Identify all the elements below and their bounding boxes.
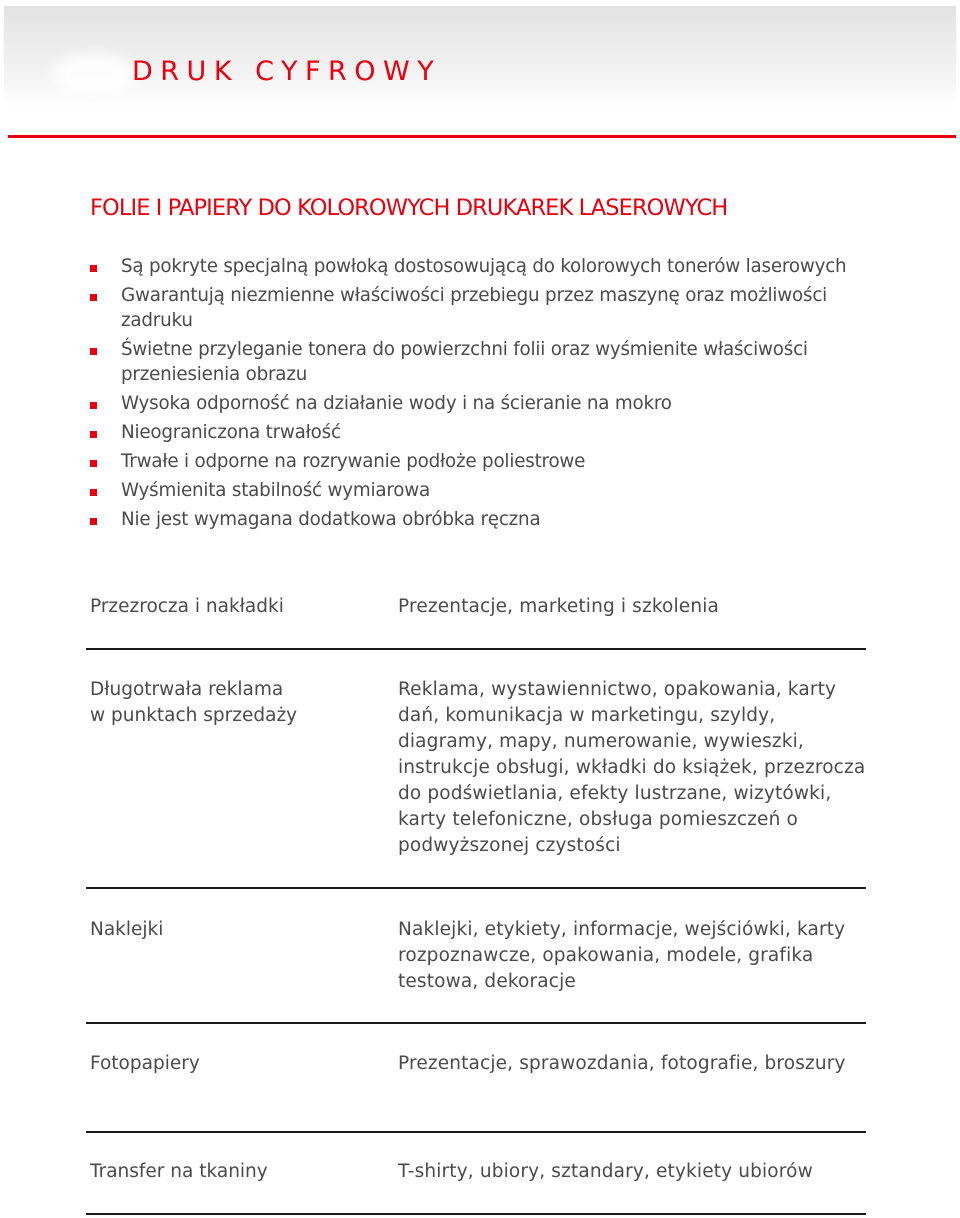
feature-text: Nie jest wymagana dodatkowa obróbka ręczna [121, 509, 541, 530]
product-name: Naklejki [90, 919, 164, 940]
product-uses: Prezentacje, sprawozdania, fotografie, broszury [398, 1053, 846, 1074]
feature-text: Są pokryte specjalną powłoką dostosowującą do kolorowych tonerów laserowych [121, 256, 847, 277]
bullet-square-icon [90, 265, 97, 272]
header-divider [8, 135, 956, 138]
feature-item [90, 420, 850, 445]
feature-text: Wyśmienita stabilność wymiarowa [121, 480, 431, 501]
product-uses: T-shirty, ubiory, sztandary, etykiety ubiorów [398, 1161, 813, 1182]
header-logo-glow [52, 54, 136, 96]
bullet-square-icon [90, 294, 97, 301]
feature-item [90, 283, 850, 333]
header-title: DRUK CYFROWY [132, 56, 442, 87]
product-name: Fotopapiery [90, 1053, 200, 1074]
product-uses: Naklejki, etykiety, informacje, wejściówki, karty rozpoznawcze, opakowania, modele, grafika testowa, dekoracje [398, 919, 846, 992]
bullet-square-icon [90, 518, 97, 525]
section-title: FOLIE I PAPIERY DO KOLOROWYCH DRUKAREK LASEROWYCH [90, 195, 728, 221]
bullet-square-icon [90, 348, 97, 355]
bullet-square-icon [90, 402, 97, 409]
product-uses: Prezentacje, marketing i szkolenia [398, 596, 719, 617]
bullet-square-icon [90, 431, 97, 438]
feature-item [90, 391, 850, 416]
feature-item [90, 507, 850, 532]
feature-text: Gwarantują niezmienne właściwości przebiegu przez maszynę oraz możliwości zadruku [121, 285, 828, 331]
feature-item [90, 449, 850, 474]
product-name: Przezrocza i nakładki [90, 596, 284, 617]
table-divider [86, 1131, 866, 1133]
feature-list [90, 254, 850, 536]
feature-item [90, 254, 850, 279]
table-divider [86, 648, 866, 650]
table-divider [86, 1213, 866, 1215]
product-uses: Reklama, wystawiennictwo, opakowania, karty dań, komunikacja w marketingu, szyldy, diagramy, mapy, numerowanie, wywieszki, instrukcje obsługi, wkładki do książek, przezrocza do podświetlania, efekty lustrzane, wizytówki, karty telefoniczne, obsługa pomieszczeń o podwyższonej czystości [398, 679, 866, 856]
table-divider [86, 1022, 866, 1024]
feature-text: Nieograniczona trwałość [121, 422, 341, 443]
bullet-square-icon [90, 460, 97, 467]
feature-item [90, 478, 850, 503]
product-name: Długotrwała reklama w punktach sprzedaży [90, 679, 298, 726]
table-divider [86, 887, 866, 889]
feature-item [90, 337, 850, 387]
bullet-square-icon [90, 489, 97, 496]
product-name: Transfer na tkaniny [90, 1161, 268, 1182]
feature-text: Wysoka odporność na działanie wody i na ścieranie na mokro [121, 393, 672, 414]
feature-text: Trwałe i odporne na rozrywanie podłoże poliestrowe [121, 451, 586, 472]
feature-text: Świetne przyleganie tonera do powierzchni folii oraz wyśmienite właściwości przeniesienia obrazu [121, 339, 808, 385]
